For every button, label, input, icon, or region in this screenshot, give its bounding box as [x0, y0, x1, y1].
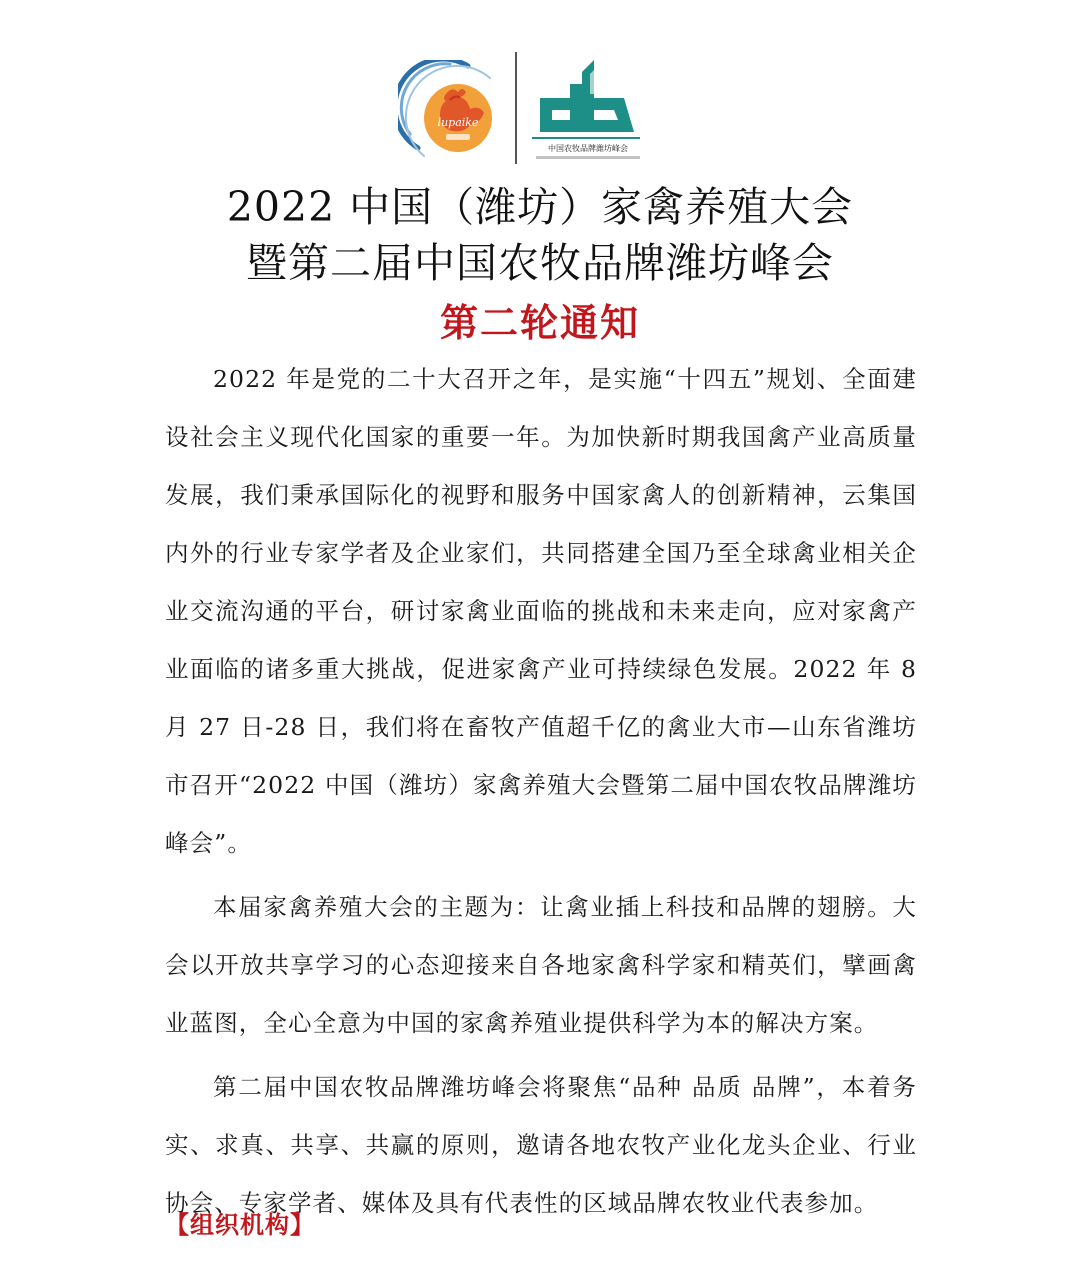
theme-paragraph: 本届家禽养殖大会的主题为：让禽业插上科技和品牌的翅膀。大会以开放共享学习的心态迎接来自各地家禽科学家和精英们，擘画禽业蓝图，全心全意为中国的家禽养殖业提供科学为本的解决方案。 [165, 893, 917, 1037]
intro-paragraph: 2022 年是党的二十大召开之年，是实施“十四五”规划、全面建设社会主义现代化国家的重要一年。为加快新时期我国禽产业高质量发展，我们秉承国际化的视野和服务中国家禽人的创新精神，云集国内外的行业专家学者及企业家们，共同搭建全国乃至全球禽业相关企业交流沟通的平台，研讨家禽业面临的挑战和未来走向，应对家禽产业面临的诸多重大挑战，促进家禽产业可持续绿色发展。2022 年 8 月 27 日-28 日，我们将在畜牧产值超千亿的禽业大市—山东省潍坊市召开“2022 中国（潍坊）家禽养殖大会暨第二届中国农牧品牌潍坊峰会”。 [165, 365, 917, 857]
notice-subtitle: 第二轮通知 [439, 300, 640, 345]
page-title-line2: 暨第二届中国农牧品牌潍坊峰会 [246, 239, 834, 287]
logo-bar [0, 52, 1080, 170]
left-logo-text: lupaike [437, 116, 479, 129]
page-title-line1: 2022 中国（潍坊）家禽养殖大会 [226, 183, 854, 231]
section-heading-organization: 【组织机构】 [165, 1210, 315, 1239]
brand-summit-emblem-icon [530, 54, 650, 166]
right-logo-caption: 中国农牧品牌潍坊峰会 [548, 144, 628, 153]
notice-body [165, 350, 917, 1232]
summit-paragraph: 第二届中国农牧品牌潍坊峰会将聚焦“品种 品质 品牌”，本着务实、求真、共享、共赢的原则，邀请各地农牧产业化龙头企业、行业协会、专家学者、媒体及具有代表性的区域品牌农牧业代表参加。 [165, 1073, 917, 1217]
rooster-emblem-icon [398, 60, 502, 164]
logo-divider [515, 52, 517, 164]
